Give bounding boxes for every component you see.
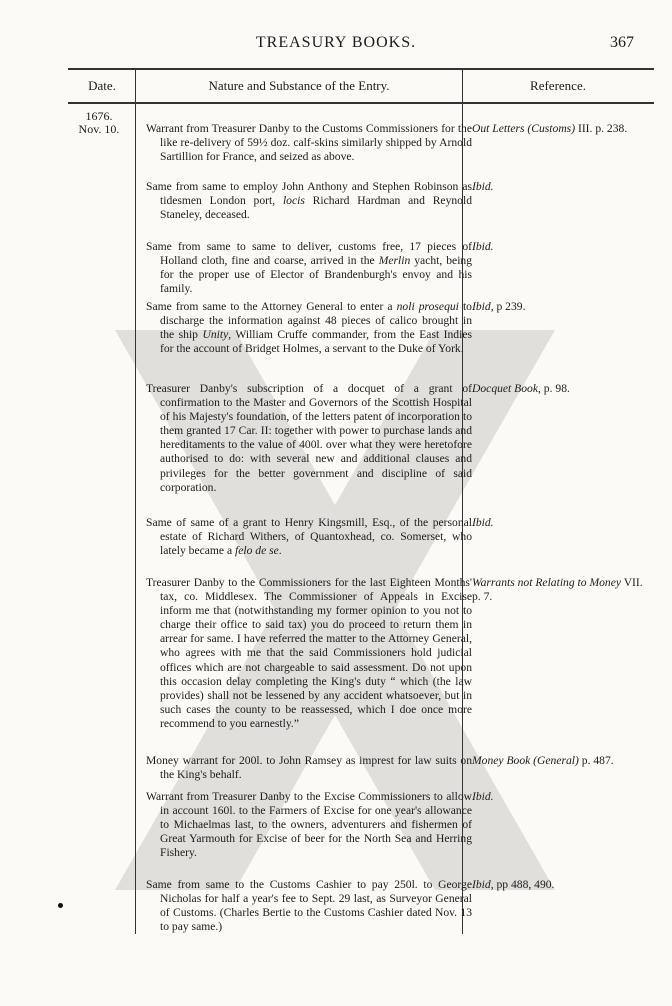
- reference-source: Out Letters (Customs): [472, 122, 576, 135]
- date-day: Nov. 10.: [78, 122, 120, 136]
- column-header-nature: Nature and Substance of the Entry.: [208, 78, 390, 93]
- reference-locator: , p 239.: [490, 300, 526, 313]
- reference-source: Docquet Book: [472, 382, 538, 395]
- entry-reference: [472, 754, 644, 768]
- entry-reference: [472, 790, 644, 804]
- reference-locator: VII. p. 7.: [472, 576, 643, 604]
- date-year: 1676.: [85, 109, 113, 123]
- entry-reference: [472, 878, 644, 892]
- reference-source: Ibid.: [472, 180, 494, 193]
- entry-text-segment: Same from same to employ John Anthony and Stephen Robinson as tidesmen London port,: [146, 180, 472, 208]
- reference-locator: , p. 98.: [538, 382, 570, 395]
- entry-reference: [472, 122, 644, 136]
- entry-text-segment: Same from same to the Customs Cashier to pay 250l. to George Nicholas for half a year's fee to Sept. 29 last, as Surveyor General of Customs. (Charles Bertie to the Customs Cashier dated Nov. 13 to pay same.): [146, 878, 472, 934]
- reference-locator: III. p. 238.: [575, 122, 628, 135]
- entry-reference: [472, 382, 644, 396]
- entry-text: [146, 180, 472, 222]
- reference-source: Ibid: [472, 878, 491, 891]
- reference-source: Ibid: [472, 300, 491, 313]
- entry-text-segment: .: [278, 544, 282, 558]
- entry-text: [146, 122, 472, 164]
- entry-text: [146, 576, 472, 731]
- entry-text-segment: yacht, being for the proper use of Elector of Brandenburgh's envoy and his family.: [160, 254, 473, 296]
- reference-locator: , pp 488, 490.: [490, 878, 555, 891]
- entry-reference: [472, 516, 644, 530]
- entry-reference: [472, 576, 644, 604]
- entry-text: [146, 516, 472, 558]
- entry-text-segment: Same of same of a grant to Henry Kingsmill, Esq., of the personal estate of Richard Withers, of Quantoxhead, co. Somerset, who lately became a: [146, 516, 472, 558]
- entry-text: [146, 878, 472, 934]
- margin-mark: [58, 903, 63, 908]
- entry-text: [146, 300, 472, 356]
- entry-date: [70, 110, 128, 136]
- table-top-rule: [68, 68, 654, 70]
- reference-locator: p. 487.: [578, 754, 614, 767]
- entry-text-segment: Same from same to the Attorney General to enter a: [146, 300, 397, 313]
- entry-text-segment: to discharge the information against 48 pieces of calico brought in the ship: [160, 300, 472, 342]
- entry-italic-term: Unity: [202, 328, 229, 342]
- entry-text-segment: Treasurer Danby to the Commissioners for the last Eighteen Months' tax, co. Middlesex. The Commissioner of Appeals in Excise inform me that (notwithstanding my former opinion to you not to charge their office to said tax) you do proceed to return them in arrear for same. I have referred the matter to the Attorney General, who agrees with me that the said Commissioners hold judicial offices which are not chargeable to said assessment. Do not upon this occasion delay completing the King's duty “ which (the law provides) shall not be lessened by any accident whatsoever, but in such cases the county to be reassessed, which I doe once more recommend to you earnestly.”: [146, 576, 472, 730]
- entry-text-segment: Treasurer Danby's subscription of a docquet of a grant of confirmation to the Master and Governors of the Scottish Hospital of his Majesty's foundation, of the letters patent of incorporation to them granted 17 Car. II: together with power to purchase lands and hereditaments to the value of 400l. over what they were heretofore authorised to do: with several new and additional clauses and privileges for the better government and discipline of said corporation.: [146, 382, 472, 494]
- entry-reference: [472, 300, 644, 314]
- reference-source: Money Book (General): [472, 754, 579, 767]
- entry-text-segment: Richard Hardman and Reynold Staneley, deceased.: [160, 194, 472, 222]
- entry-reference: [472, 180, 644, 194]
- entry-italic-term: Merlin: [378, 254, 411, 268]
- entry-text: [146, 790, 472, 860]
- entry-text-segment: Warrant from Treasurer Danby to the Customs Commissioners for the like re-delivery of 59½ doz. calf-skins similarly shipped by Arnold Sartillion for France, and seized as above.: [146, 122, 472, 164]
- reference-source: Warrants not Relating to Money: [472, 576, 621, 589]
- entry-reference: [472, 240, 644, 254]
- entry-text-segment: Money warrant for 200l. to John Ramsey as imprest for law suits on the King's behalf.: [146, 754, 472, 782]
- page-number: 367: [610, 34, 634, 51]
- table-header-rule: [68, 102, 654, 104]
- entry-text: [146, 382, 472, 495]
- entry-italic-term: felo de se: [235, 544, 279, 558]
- entry-italic-term: locis: [282, 194, 305, 208]
- column-divider-left: [135, 68, 136, 934]
- entry-text-segment: Warrant from Treasurer Danby to the Excise Commissioners to allow in account 160l. to the Farmers of Excise for one year's allowance to Michaelmas last, to the owners, adventurers and fishermen of Great Yarmouth for Excise of beer for the North Sea and Herring Fishery.: [146, 790, 472, 860]
- entry-text-segment: , William Cruffe commander, from the East Indies for the account of Bridget Holmes, a servant to the Duke of York.: [160, 328, 472, 356]
- entry-text: [146, 240, 472, 296]
- running-title: TREASURY BOOKS.: [255, 34, 417, 51]
- entry-italic-term: noli prosequi: [396, 300, 459, 313]
- entry-text-segment: Same from same to same to deliver, customs free, 17 pieces of Holland cloth, fine and coarse, arrived in the: [146, 240, 472, 268]
- reference-source: Ibid.: [472, 240, 494, 253]
- column-header-date: Date.: [88, 78, 116, 93]
- column-header-reference: Reference.: [530, 78, 586, 93]
- entry-text: [146, 754, 472, 782]
- reference-source: Ibid.: [472, 516, 494, 529]
- reference-source: Ibid.: [472, 790, 494, 803]
